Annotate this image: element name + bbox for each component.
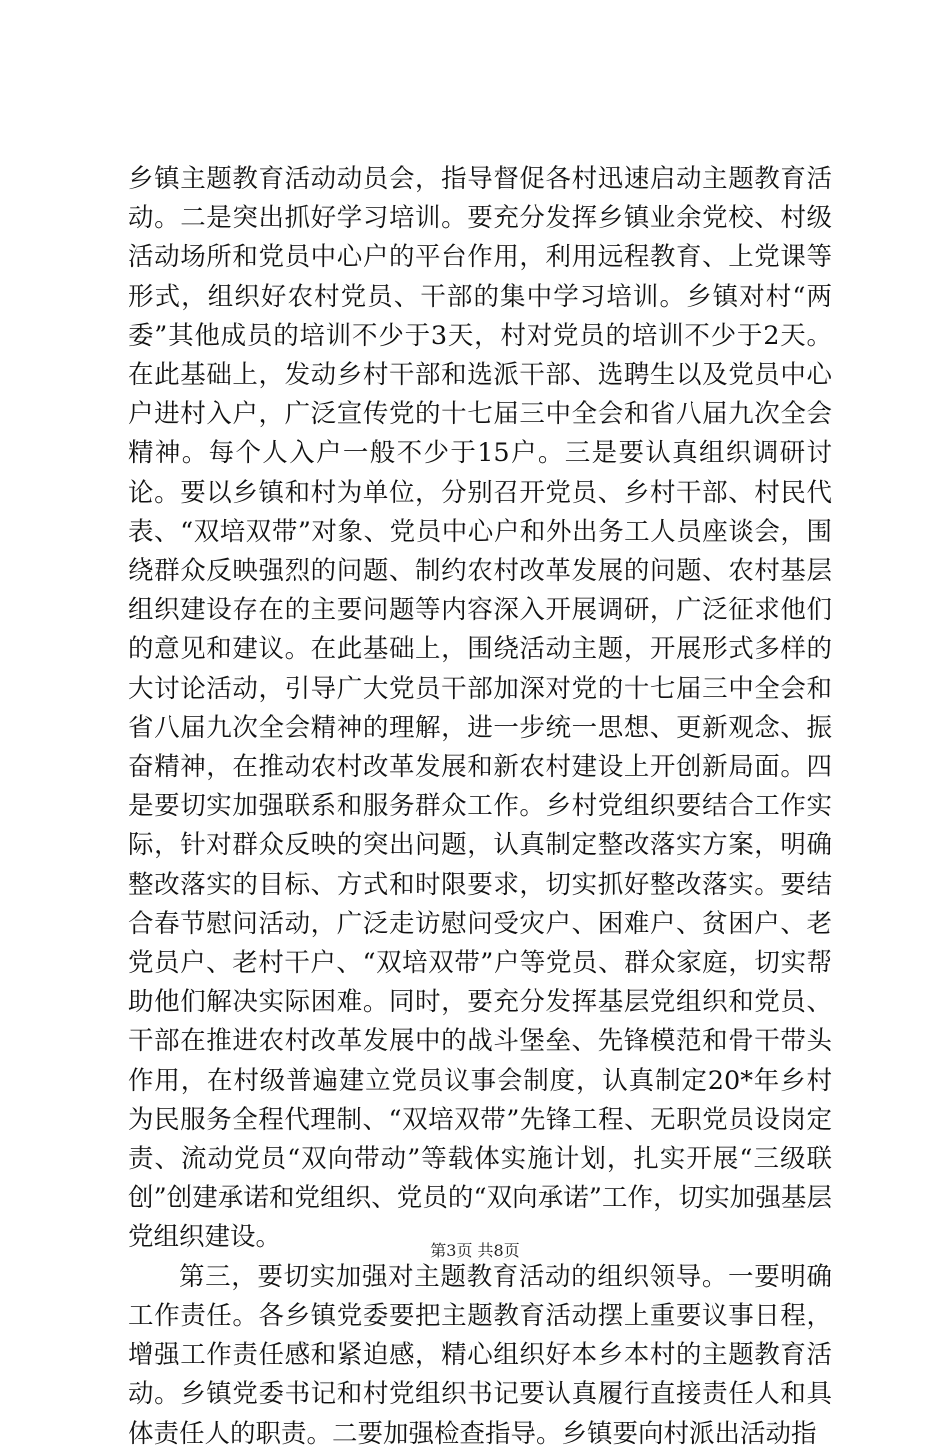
page-number-label: 第3页 共8页: [430, 1241, 520, 1260]
body-paragraph: 乡镇主题教育活动动员会，指导督促各村迅速启动主题教育活动。二是突出抓好学习培训。要充分发挥乡镇业余党校、村级活动场所和党员中心户的平台作用，利用远程教育、上党课等形式，组织好农村党员、干部的集中学习培训。乡镇对村“两委”其他成员的培训不少于3天，村对党员的培训不少于2天。在此基础上，发动乡村干部和选派干部、选聘生以及党员中心户进村入户，广泛宣传党的十七届三中全会和省八届九次全会精神。每个人入户一般不少于15户。三是要认真组织调研讨论。要以乡镇和村为单位，分别召开党员、乡村干部、村民代表、“双培双带”对象、党员中心户和外出务工人员座谈会，围绕群众反映强烈的问题、制约农村改革发展的问题、农村基层组织建设存在的主要问题等内容深入开展调研，广泛征求他们的意见和建议。在此基础上，围绕活动主题，开展形式多样的大讨论活动，引导广大党员干部加深对党的十七届三中全会和省八届九次全会精神的理解，进一步统一思想、更新观念、振奋精神，在推动农村改革发展和新农村建设上开创新局面。四是要切实加强联系和服务群众工作。乡村党组织要结合工作实际，针对群众反映的突出问题，认真制定整改落实方案，明确整改落实的目标、方式和时限要求，切实抓好整改落实。要结合春节慰问活动，广泛走访慰问受灾户、困难户、贫困户、老党员户、老村干户、“双培双带”户等党员、群众家庭，切实帮助他们解决实际困难。同时，要充分发挥基层党组织和党员、干部在推进农村改革发展中的战斗堡垒、先锋模范和骨干带头作用，在村级普遍建立党员议事会制度，认真制定20*年乡村为民服务全程代理制、“双培双带”先锋工程、无职党员设岗定责、流动党员“双向带动”等载体实施计划，扎实开展“三级联创”创建承诺和党组织、党员的“双向承诺”工作，切实加强基层党组织建设。: [128, 164, 832, 1253]
body-paragraph: 第三，要切实加强对主题教育活动的组织领导。一要明确工作责任。各乡镇党委要把主题教育活动摆上重要议事日程，增强工作责任感和紧迫感，精心组织好本乡本村的主题教育活动。乡镇党委书记和村党组织书记要认真履行直接责任人和具体责任人的职责。二要加强检查指导。乡镇要向村派出活动指: [128, 1261, 832, 1449]
page-footer: [0, 1238, 950, 1261]
